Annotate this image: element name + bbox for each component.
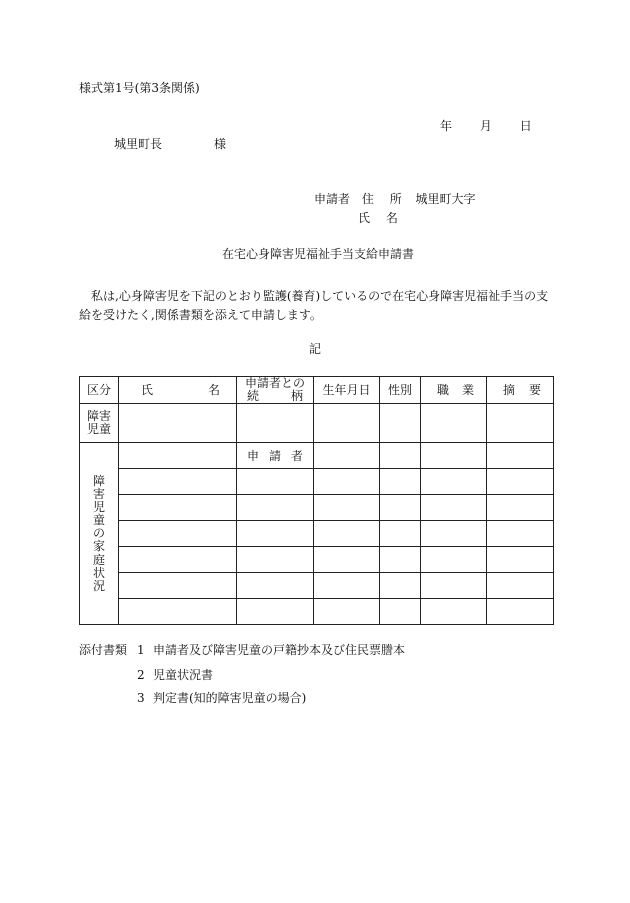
family-gender-cell[interactable] [380, 573, 421, 599]
child-name-cell[interactable] [119, 404, 237, 443]
family-gender-cell[interactable] [380, 521, 421, 547]
family-row [80, 573, 554, 599]
family-row [80, 443, 554, 469]
header-category: 区分 [80, 377, 119, 404]
header-gender: 性別 [380, 377, 421, 404]
family-remarks-cell[interactable] [487, 495, 554, 521]
family-remarks-cell[interactable] [487, 573, 554, 599]
family-birthdate-cell[interactable] [314, 547, 380, 573]
date-line [440, 120, 532, 132]
applicant-address-line [314, 193, 476, 205]
family-category [80, 443, 119, 625]
ki-heading: 記 [309, 342, 322, 356]
family-char: 庭 [92, 552, 105, 567]
address-label-1: 住 [361, 192, 374, 206]
family-remarks-cell[interactable] [487, 469, 554, 495]
family-occupation-cell[interactable] [421, 573, 487, 599]
body-text: 私は,心身障害児を下記のとおり監護(養育)しているので在宅心身障害児福祉手当の支給を受けたく,関係書類を添えて申請します。 [79, 289, 549, 322]
family-relation-cell[interactable] [237, 495, 314, 521]
header-name-1: 氏 [141, 382, 154, 397]
family-occupation-cell[interactable] [421, 495, 487, 521]
application-table [79, 376, 554, 625]
applicant-relation-char: 申 [247, 449, 260, 464]
family-char: 児 [92, 499, 105, 514]
family-remarks-cell[interactable] [487, 443, 554, 469]
applicant-relation-char: 者 [290, 449, 303, 464]
family-row [80, 495, 554, 521]
family-birthdate-cell[interactable] [314, 443, 380, 469]
header-remarks-2: 要 [528, 382, 541, 397]
header-relation-bottom-2: 柄 [290, 389, 303, 404]
date-day: 日 [519, 119, 532, 133]
header-relation [237, 377, 314, 404]
family-relation-cell[interactable] [237, 599, 314, 625]
family-name-cell[interactable] [119, 443, 237, 469]
family-occupation-cell[interactable] [421, 443, 487, 469]
family-gender-cell[interactable] [380, 495, 421, 521]
attachment-number: 1 [137, 643, 145, 657]
attachment-number: 3 [137, 691, 145, 705]
family-relation-cell[interactable] [237, 547, 314, 573]
family-name-cell[interactable] [119, 521, 237, 547]
family-row [80, 599, 554, 625]
form-number: 様式第1号(第3条関係) [79, 81, 200, 95]
family-char: の [92, 526, 105, 541]
header-occupation-1: 職 [437, 382, 450, 397]
header-relation-bottom-1: 続 [247, 389, 260, 404]
header-occupation-2: 業 [461, 382, 474, 397]
family-char: 家 [92, 539, 105, 554]
applicant-label: 申請者 [314, 192, 351, 206]
family-char: 童 [92, 513, 105, 528]
document-title: 在宅心身障害児福祉手当支給申請書 [222, 247, 415, 261]
header-occupation [421, 377, 487, 404]
applicant-name-line [358, 212, 398, 224]
child-relation-cell[interactable] [237, 404, 314, 443]
family-gender-cell[interactable] [380, 547, 421, 573]
family-gender-cell[interactable] [380, 469, 421, 495]
address-label-2: 所 [389, 192, 402, 206]
child-category [80, 404, 119, 443]
name-label-1: 氏 [358, 211, 371, 225]
family-name-cell[interactable] [119, 547, 237, 573]
attachment-text: 申請者及び障害児童の戸籍抄本及び住民票謄本 [153, 643, 406, 657]
attachment-item [137, 644, 405, 656]
family-remarks-cell[interactable] [487, 599, 554, 625]
header-name-2: 名 [207, 382, 220, 397]
header-name [119, 377, 237, 404]
family-relation-cell[interactable] [237, 521, 314, 547]
child-remarks-cell[interactable] [487, 404, 554, 443]
family-birthdate-cell[interactable] [314, 599, 380, 625]
family-relation-cell[interactable] [237, 469, 314, 495]
family-birthdate-cell[interactable] [314, 573, 380, 599]
attachment-number: 2 [137, 668, 145, 682]
date-month: 月 [479, 119, 492, 133]
family-occupation-cell[interactable] [421, 521, 487, 547]
family-relation-cell[interactable] [237, 573, 314, 599]
family-name-cell[interactable] [119, 469, 237, 495]
family-name-cell[interactable] [119, 495, 237, 521]
family-occupation-cell[interactable] [421, 599, 487, 625]
family-char: 状 [92, 565, 105, 580]
family-name-cell[interactable] [119, 573, 237, 599]
family-remarks-cell[interactable] [487, 521, 554, 547]
family-relation-applicant [237, 443, 314, 469]
header-row [80, 377, 554, 404]
family-occupation-cell[interactable] [421, 469, 487, 495]
header-relation-top: 申請者との [244, 376, 305, 390]
family-name-cell[interactable] [119, 599, 237, 625]
family-row [80, 547, 554, 573]
child-occupation-cell[interactable] [421, 404, 487, 443]
family-gender-cell[interactable] [380, 443, 421, 469]
family-row [80, 469, 554, 495]
addressee-name: 城里町長 [114, 137, 163, 151]
family-char: 障 [92, 473, 105, 488]
family-remarks-cell[interactable] [487, 547, 554, 573]
family-char: 害 [92, 486, 105, 501]
applicant-relation-char: 請 [268, 449, 281, 464]
child-birthdate-cell[interactable] [314, 404, 380, 443]
addressee-honorific: 様 [214, 137, 227, 151]
attachment-text: 児童状況書 [153, 668, 214, 682]
family-gender-cell[interactable] [380, 599, 421, 625]
child-category-line-2: 児童 [86, 422, 111, 437]
attachment-item [137, 692, 306, 704]
address-value: 城里町大字 [415, 192, 476, 206]
attachment-text: 判定書(知的障害児童の場合) [153, 691, 307, 705]
attachment-item [137, 669, 213, 681]
family-row [80, 521, 554, 547]
addressee [114, 138, 226, 150]
header-birthdate: 生年月日 [314, 377, 380, 404]
child-row [80, 404, 554, 443]
attachments-label: 添付書類 [79, 643, 128, 657]
family-birthdate-cell[interactable] [314, 495, 380, 521]
name-label-2: 名 [385, 211, 398, 225]
family-birthdate-cell[interactable] [314, 521, 380, 547]
header-remarks-1: 摘 [503, 382, 516, 397]
family-char: 況 [92, 579, 105, 594]
header-remarks [487, 377, 554, 404]
family-birthdate-cell[interactable] [314, 469, 380, 495]
family-occupation-cell[interactable] [421, 547, 487, 573]
date-year: 年 [440, 119, 453, 133]
child-gender-cell[interactable] [380, 404, 421, 443]
child-category-line-1: 障害 [86, 409, 111, 424]
